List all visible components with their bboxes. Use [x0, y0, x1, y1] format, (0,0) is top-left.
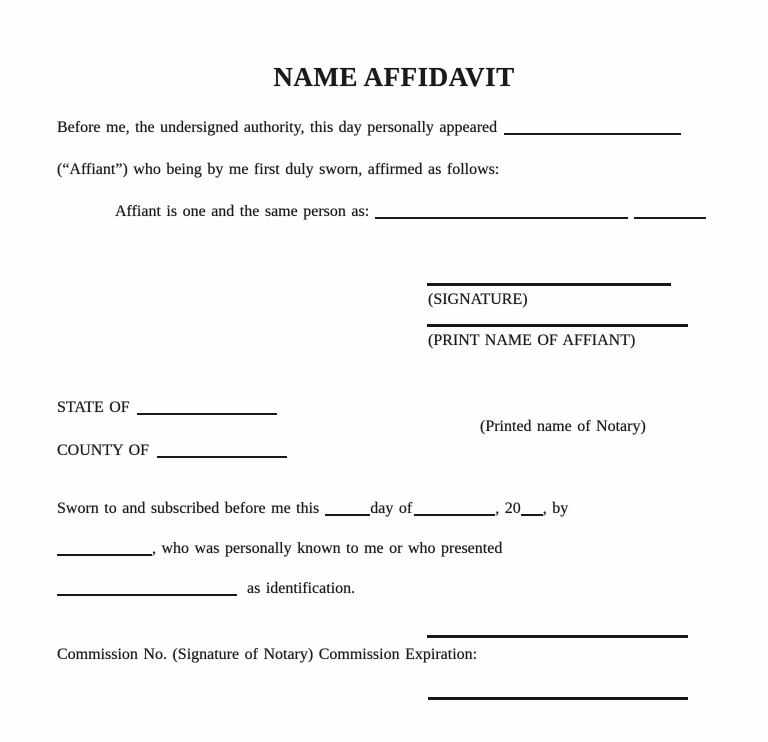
county-of-line: [57, 441, 287, 461]
same-person-label: Affiant is one and the same person as:: [115, 203, 370, 220]
day-blank[interactable]: [325, 506, 370, 516]
year-prefix-text: , 20: [495, 500, 521, 517]
commission-text: Commission No. (Signature of Notary) Commission Expiration:: [57, 646, 478, 663]
state-name-blank[interactable]: [137, 405, 277, 415]
month-blank[interactable]: [414, 506, 495, 516]
notary-name-caption: (Printed name of Notary): [480, 418, 646, 435]
sworn-line-3: [57, 579, 355, 599]
state-of-line: [57, 398, 277, 418]
affiant-name-blank[interactable]: [504, 125, 681, 135]
day-of-text: day of: [370, 500, 413, 517]
commission-bottom-rule[interactable]: [428, 697, 688, 700]
sworn-before-day-text: Sworn to and subscribed before me this: [57, 500, 320, 517]
appeared-line: [57, 118, 681, 138]
state-of-label: STATE OF: [57, 399, 130, 416]
sworn-by-name-blank[interactable]: [57, 546, 152, 556]
signature-caption: (SIGNATURE): [428, 291, 528, 308]
personally-known-text: , who was personally known to me or who presented: [152, 540, 503, 557]
commission-top-rule[interactable]: [427, 635, 688, 638]
affiant-clause-text: (“Affiant”) who being by me first duly sworn, affirmed as follows:: [57, 161, 500, 178]
same-person-blank-2[interactable]: [634, 209, 706, 219]
signature-rule[interactable]: [427, 283, 671, 286]
sworn-line-1: [57, 499, 568, 519]
as-identification-text: as identification.: [247, 580, 356, 597]
print-name-rule[interactable]: [427, 324, 688, 327]
same-person-blank-1[interactable]: [375, 209, 628, 219]
year-blank[interactable]: [521, 506, 543, 516]
sworn-line-2: [57, 539, 502, 559]
identification-blank[interactable]: [57, 586, 237, 596]
county-name-blank[interactable]: [157, 448, 287, 458]
county-of-label: COUNTY OF: [57, 442, 150, 459]
affiant-clause-line: [57, 160, 499, 180]
print-name-caption: (PRINT NAME OF AFFIANT): [428, 332, 636, 349]
document-title: NAME AFFIDAVIT: [273, 62, 515, 92]
appeared-line-text: Before me, the undersigned authority, this day personally appeared: [57, 119, 498, 136]
same-person-line: [115, 202, 706, 222]
by-text: , by: [542, 500, 569, 517]
